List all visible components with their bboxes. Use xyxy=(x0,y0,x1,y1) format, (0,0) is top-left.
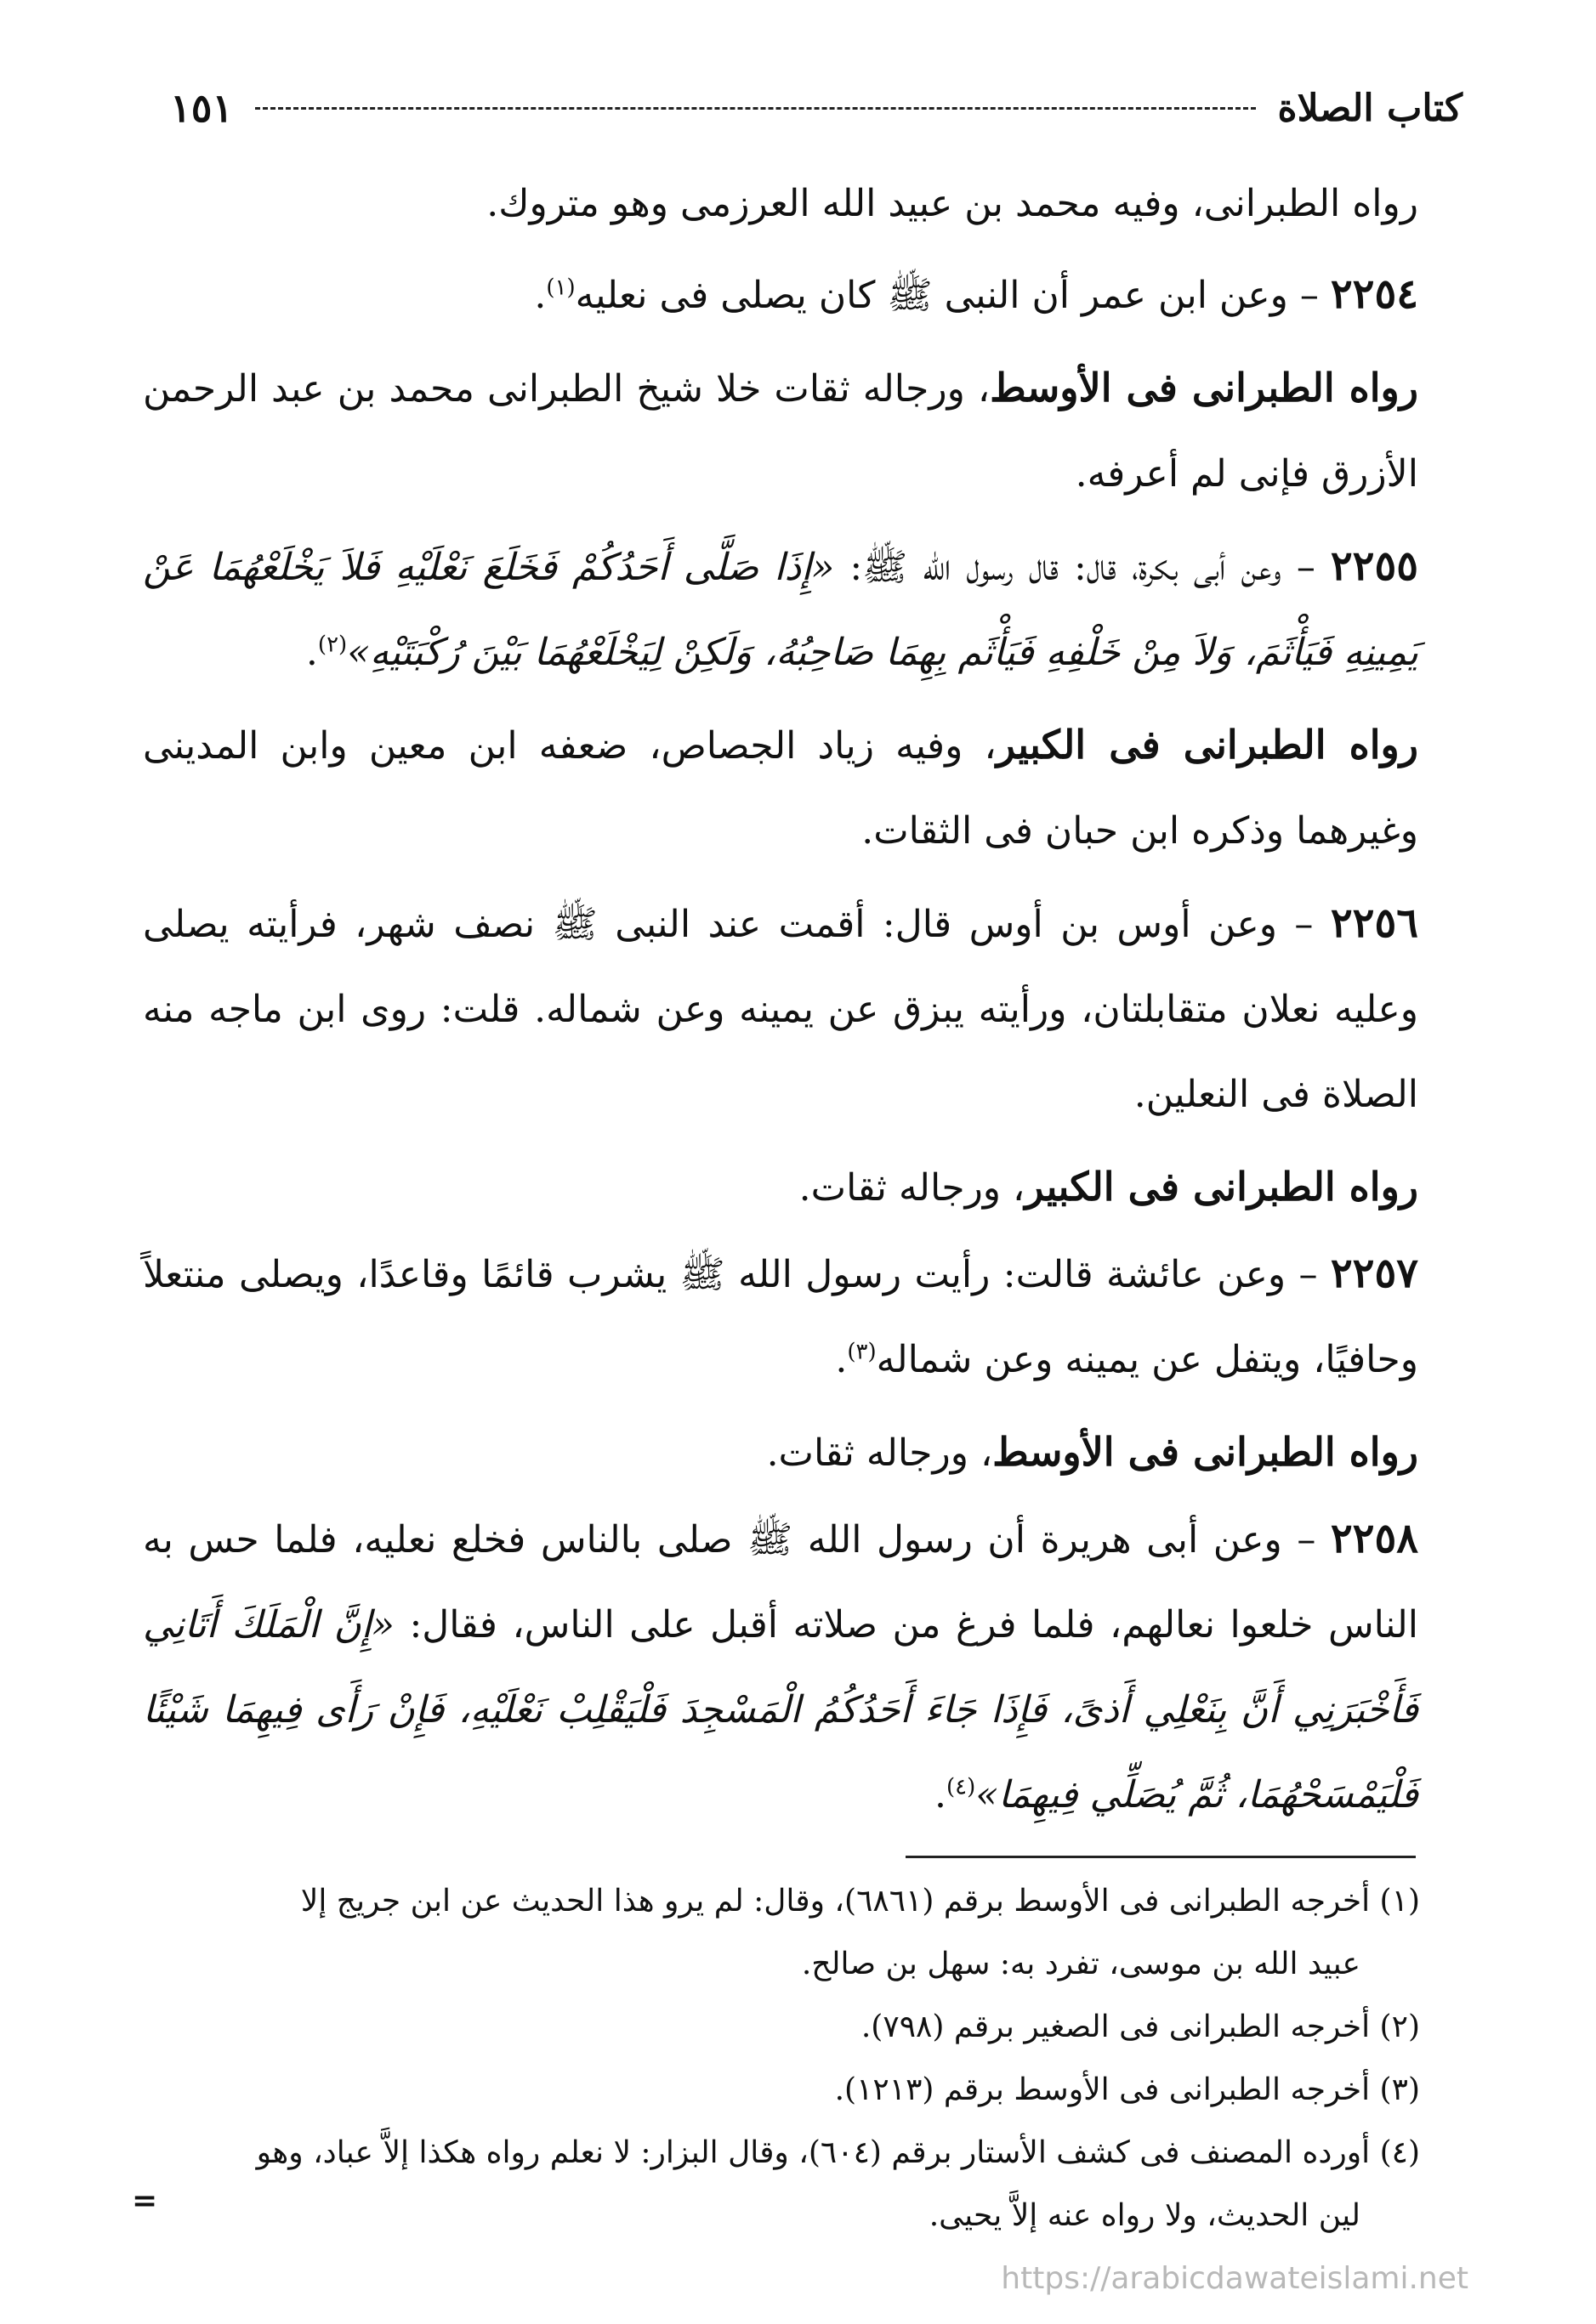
footnote-ref: (٣) xyxy=(847,1339,877,1365)
prophetic-quote: «إِذَا صَلَّى أَحَدُكُمْ فَخَلَعَ نَعْلَيْهِ فَلاَ يَخْلَعْهُمَا عَنْ يَمِينِهِ فَيَأْثَمَ، وَلاَ مِنْ خَلْفِهِ فَيَأْثَم بِهِمَا صَاحِبُهُ، وَلَكِنْ لِيَخْلَعْهُمَا بَيْنَ رُكْبَتَيْهِ» xyxy=(143,546,1418,674)
book-title: كتاب الصلاة xyxy=(1277,86,1463,130)
hadith-number: ٢٢٥٨ xyxy=(1330,1515,1418,1562)
footnote-ref: (١) xyxy=(546,275,576,301)
hadith-number: ٢٢٥٦ xyxy=(1330,899,1418,947)
page-number: ١٥١ xyxy=(170,85,234,131)
source-label: رواه الطبرانى فى الكبير xyxy=(1025,1164,1418,1210)
continuation-mark: = xyxy=(132,2183,158,2219)
hadith-2257: ٢٢٥٧ – وعن عائشة قالت: رأيت رسول الله ﷺ يشرب قائمًا وقاعدًا، ويصلى منتعلاً وحافيًا، ويتفل عن يمينه وعن شماله$^{(٣)}$. xyxy=(143,1250,1418,1381)
hadith-number: ٢٢٥٤ xyxy=(1330,270,1418,318)
footnote-separator xyxy=(906,1856,1416,1858)
hadith-2258: ٢٢٥٨ – وعن أبى هريرة أن رسول الله ﷺ صلى بالناس فخلع نعليه، فلما حس به الناس خلعوا نعالهم، فلما فرغ من صلاته أقبل على الناس، فقال: «إِنَّ الْمَلَكَ أَتَانِي فَأَخْبَرَنِي أَنَّ بِنَعْلِي أَذىً، فَإِذَا جَاءَ أَحَدُكُمُ الْمَسْجِدَ فَلْيَقْلِبْ نَعْلَيْهِ، فَإِنْ رَأَى فِيهِمَا شَيْئًا فَلْيَمْسَحْهُمَا، ثُمَّ يُصَلِّي فِيهِمَا»$^{(٤)}$. xyxy=(143,1515,1419,1817)
source-note-2254: رواه الطبرانى فى الأوسط، ورجاله ثقات خلا شيخ الطبرانى محمد بن عبد الرحمن الأزرق فإنى لم أعرفه. xyxy=(143,365,1418,496)
running-header xyxy=(170,78,1463,138)
footnotes xyxy=(128,1870,1420,2247)
footnote-4: (٤) أورده المصنف فى كشف الأستار برقم (٦٠٤)، وقال البزار: لا نعلم رواه هكذا إلاَّ عباد، وهو لين الحديث، ولا رواه عنه إلاَّ يحيى. xyxy=(256,2135,1420,2233)
hadith-2256: ٢٢٥٦ – وعن أوس بن أوس قال: أقمت عند النبى ﷺ نصف شهر، فرأيته يصلى وعليه نعلان متقابلتان، ورأيته يبزق عن يمينه وعن شماله. قلت: روى ابن ماجه منه الصلاة فى النعلين. xyxy=(143,899,1418,1116)
prophetic-quote: «إِنَّ الْمَلَكَ أَتَانِي فَأَخْبَرَنِي أَنَّ بِنَعْلِي أَذىً، فَإِذَا جَاءَ أَحَدُكُمُ الْمَسْجِدَ فَلْيَقْلِبْ نَعْلَيْهِ، فَإِنْ رَأَى فِيهِمَا شَيْئًا فَلْيَمْسَحْهُمَا، ثُمَّ يُصَلِّي فِيهِمَا» xyxy=(143,1603,1419,1817)
source-label: رواه الطبرانى فى الأوسط xyxy=(990,365,1418,411)
source-label: رواه الطبرانى فى الأوسط xyxy=(992,1429,1418,1475)
paragraph-narration-note: رواه الطبرانى، وفيه محمد بن عبيد الله العرزمى وهو متروك. xyxy=(486,182,1418,225)
source-note-2255: رواه الطبرانى فى الكبير، وفيه زياد الجصاص، ضعفه ابن معين وابن المدينى وغيرهما وذكره ابن حبان فى الثقات. xyxy=(143,722,1418,853)
hadith-number: ٢٢٥٥ xyxy=(1330,542,1418,590)
source-label: رواه الطبرانى فى الكبير xyxy=(996,722,1418,768)
hadith-2255: ٢٢٥٥ – وعن أبى بكرة، قال: قال رسول الله ﷺ: «إِذَا صَلَّى أَحَدُكُمْ فَخَلَعَ نَعْلَيْهِ فَلاَ يَخْلَعْهُمَا عَنْ يَمِينِهِ فَيَأْثَمَ، وَلاَ مِنْ خَلْفِهِ فَيَأْثَم بِهِمَا صَاحِبُهُ، وَلَكِنْ لِيَخْلَعْهُمَا بَيْنَ رُكْبَتَيْهِ»$^{(٢)}$. xyxy=(143,542,1418,674)
footnote-2: (٢) أخرجه الطبرانى فى الصغير برقم (٧٩٨). xyxy=(860,2009,1420,2044)
hadith-2254: ٢٢٥٤ – وعن ابن عمر أن النبى ﷺ كان يصلى فى نعليه$^{(١)}$. xyxy=(534,270,1418,318)
header-dashed-rule xyxy=(255,107,1255,110)
watermark-url: https://arabicdawateislami.net xyxy=(1001,2261,1468,2296)
footnote-ref: (٤) xyxy=(946,1774,976,1800)
footnote-ref: (٢) xyxy=(317,632,348,658)
footnote-3: (٣) أخرجه الطبرانى فى الأوسط برقم (١٢١٣). xyxy=(834,2072,1420,2107)
source-note-2257: رواه الطبرانى فى الأوسط، ورجاله ثقات. xyxy=(766,1429,1418,1475)
footnote-1: (١) أخرجه الطبرانى فى الأوسط برقم (٦٨٦١)، وقال: لم يرو هذا الحديث عن ابن جريج إلا عبيد الله بن موسى، تفرد به: سهل بن صالح. xyxy=(300,1884,1420,1981)
source-note-2256: رواه الطبرانى فى الكبير، ورجاله ثقات. xyxy=(798,1164,1418,1210)
hadith-number: ٢٢٥٧ xyxy=(1330,1250,1418,1297)
main-text xyxy=(143,162,1418,1838)
